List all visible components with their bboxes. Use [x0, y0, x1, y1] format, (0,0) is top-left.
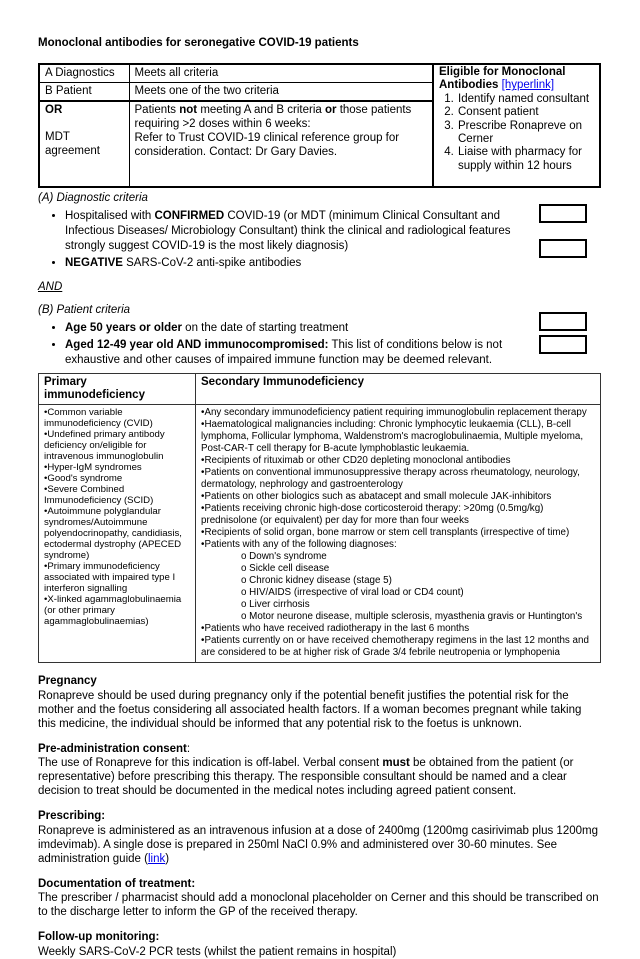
pre-administration-consent-heading: Pre-administration consent:	[38, 742, 191, 755]
patient-criteria-section	[38, 303, 601, 368]
pre-administration-consent-text: The use of Ronapreve for this indication is off-label. Verbal consent must be obtained from the patient (or representative) before prescribing this therapy. The responsible consultant should be named and a clear decision to treat should be documented in the medical notes including agreed patient consent.	[38, 757, 574, 797]
diagnostic-bullet-confirmed: • Hospitalised with CONFIRMED COVID-19 (or MDT (minimum Clinical Consultant and Infectious Diseases/ Microbiology Consultant) think the clinical and radiological features strongly suggest COVID-19 is the most likely diagnosis)	[65, 209, 514, 254]
diagnostic-criteria-section	[38, 191, 601, 271]
primary-immunodeficiency-list	[44, 407, 190, 627]
followup-monitoring-heading: Follow-up monitoring:	[38, 931, 160, 943]
secondary-immunodeficiency-list	[201, 407, 595, 551]
list-item: • Patients currently on or have received chemotherapy regimens in the last 12 months and are considered to be at higher risk of Grade 3/4 febrile neutropenia or lymphopenia	[201, 635, 595, 659]
list-item: • Recipients of solid organ, bone marrow or stem cell transplants (irrespective of time)	[201, 527, 595, 539]
list-item: • Common variable immunodeficiency (CVID)	[44, 407, 190, 429]
list-item: • Any secondary immunodeficiency patient requiring immunoglobulin replacement therapy	[201, 407, 595, 419]
list-item: • Patients who have received radiotherapy in the last 6 months	[201, 623, 595, 635]
patient-bullet-age50: • Age 50 years or older on the date of starting treatment	[65, 321, 514, 336]
list-item: • Haematological malignancies including: Chronic lymphocytic leukaemia (CLL), B-cell lymphoma, Follicular lymphoma, Waldenstrom's macroglobulinaemia, Multiple myeloma, Post-CAR-T cell therapy for B-acute lymphoblastic leukaemia.	[201, 419, 595, 455]
immunodeficiency-body-row	[39, 405, 601, 663]
list-item: 1. Identify named consultant	[457, 93, 594, 106]
hyperlink-link[interactable]: [hyperlink]	[501, 79, 555, 92]
criteria-table	[38, 63, 601, 188]
list-item: o Chronic kidney disease (stage 5)	[201, 575, 595, 587]
followup-monitoring-section	[38, 930, 601, 959]
primary-immunodeficiency-cell	[39, 405, 196, 663]
list-item: • Good's syndrome	[44, 473, 190, 484]
eligible-cell	[433, 64, 600, 187]
secondary-diagnoses-sublist	[201, 551, 595, 623]
list-item: o Motor neurone disease, multiple sclerosis, myasthenia gravis or Huntington's	[201, 611, 595, 623]
immunocompromised-checkbox[interactable]	[539, 335, 587, 354]
prescribing-section	[38, 809, 601, 866]
patient-criteria-heading: (B) Patient criteria	[38, 304, 131, 316]
mdt-referral-text: Refer to Trust COVID-19 clinical reference group for consideration. Contact: Dr Gary Davies.	[134, 132, 400, 158]
pregnancy-section	[38, 674, 601, 731]
criteria-row-a	[39, 64, 600, 83]
row-b-value: Meets one of the two criteria	[129, 83, 433, 102]
list-item: • Patients on conventional immunosuppressive therapy across rheumatology, neurology, dermatology, nephrology and gastroenterology	[201, 467, 595, 491]
documentation-section	[38, 877, 601, 920]
list-item: • X-linked agammaglobulinaemia (or other primary agammaglobulinaemias)	[44, 594, 190, 627]
followup-monitoring-text: Weekly SARS-CoV-2 PCR tests (whilst the patient remains in hospital)	[38, 945, 397, 958]
list-item: • Patients on other biologics such as abatacept and small molecule JAK-inhibitors	[201, 491, 595, 503]
diagnostic-criteria-list	[38, 209, 514, 271]
mdt-criteria-text: Patients not meeting A and B criteria or those patients requiring >2 doses within 6 weeks:	[134, 104, 412, 130]
patient-bullet-immunocompromised: • Aged 12-49 year old AND immunocompromised: This list of conditions below is not exhaustive and other causes of impaired immune function may be deemed relevant.	[65, 338, 514, 368]
eligible-heading: Eligible for Monoclonal Antibodies	[439, 66, 566, 92]
list-item: o Down's syndrome	[201, 551, 595, 563]
diagnostic-criteria-heading: (A) Diagnostic criteria	[38, 192, 148, 204]
row-a-value: Meets all criteria	[129, 64, 433, 83]
prescribing-text: Ronapreve is administered as an intravenous infusion at a dose of 2400mg (1200mg casirivimab plus 1200mg imdevimab). A single dose is prepared in 250ml NaCl 0.9% and administered over 30-60 minutes. See administration guide (link)	[38, 824, 598, 865]
list-item: • Severe Combined Immunodeficiency (SCID)	[44, 484, 190, 506]
list-item: • Primary immunodeficiency associated with impaired type I interferon signalling	[44, 561, 190, 594]
list-item: 2. Consent patient	[457, 106, 594, 119]
documentation-heading: Documentation of treatment:	[38, 877, 196, 890]
secondary-immunodeficiency-cell	[196, 405, 601, 663]
administration-guide-link[interactable]: link	[147, 852, 166, 865]
or-label: OR	[45, 104, 63, 116]
row-or-value	[129, 101, 433, 187]
secondary-immunodeficiency-list-continued	[201, 623, 595, 659]
row-b-label: B Patient	[39, 83, 129, 102]
confirmed-covid-checkbox[interactable]	[539, 204, 587, 223]
list-item: • Patients receiving chronic high-dose corticosteroid therapy: >20mg (0.5mg/kg) prednisolone (or equivalent) per day for more than four weeks	[201, 503, 595, 527]
eligible-steps-list	[439, 93, 594, 173]
prescribing-heading: Prescribing:	[38, 810, 106, 822]
pregnancy-heading: Pregnancy	[38, 675, 97, 687]
list-item: • Hyper-IgM syndromes	[44, 462, 190, 473]
immunodeficiency-header-row	[39, 374, 601, 405]
list-item: • Patients with any of the following diagnoses:	[201, 539, 595, 551]
pre-administration-consent-section	[38, 742, 601, 799]
and-connector: AND	[38, 281, 63, 293]
list-item: • Autoimmune polyglandular syndromes/Autoimmune polyendocrinopathy, candidiasis, ectodermal dystrophy (APECED syndrome)	[44, 506, 190, 561]
mdt-agreement-label: MDT agreement	[45, 131, 100, 157]
age50-checkbox[interactable]	[539, 312, 587, 331]
list-item: o HIV/AIDS (irrespective of viral load or CD4 count)	[201, 587, 595, 599]
diagnostic-bullet-negative: • NEGATIVE SARS-CoV-2 anti-spike antibodies	[65, 256, 514, 271]
document-title: Monoclonal antibodies for seronegative COVID-19 patients	[38, 37, 359, 49]
list-item: 3. Prescribe Ronapreve on Cerner	[457, 120, 594, 147]
list-item: o Liver cirrhosis	[201, 599, 595, 611]
pregnancy-text: Ronapreve should be used during pregnancy only if the potential benefit justifies the potential risk for the mother and the foetus considering all associated health factors. If a woman becomes pregnant while taking this medicine, the individual should be informed that any potential risk to the foetus is unknown.	[38, 689, 582, 730]
list-item: 4. Liaise with pharmacy for supply within 12 hours	[457, 146, 594, 173]
list-item: o Sickle cell disease	[201, 563, 595, 575]
immunodeficiency-table	[38, 373, 601, 663]
secondary-immunodeficiency-header: Secondary Immunodeficiency	[196, 374, 601, 405]
row-a-label: A Diagnostics	[39, 64, 129, 83]
negative-antibodies-checkbox[interactable]	[539, 239, 587, 258]
row-or-label	[39, 101, 129, 187]
list-item: • Undefined primary antibody deficiency on/eligible for intravenous immunoglobulin	[44, 429, 190, 462]
patient-criteria-list	[38, 321, 514, 368]
list-item: • Recipients of rituximab or other CD20 depleting monoclonal antibodies	[201, 455, 595, 467]
document-page	[0, 36, 640, 959]
primary-immunodeficiency-header: Primary immunodeficiency	[39, 374, 196, 405]
documentation-text: The prescriber / pharmacist should add a monoclonal placeholder on Cerner and this should be transcribed on to the discharge letter to inform the GP of the received therapy.	[38, 892, 599, 918]
